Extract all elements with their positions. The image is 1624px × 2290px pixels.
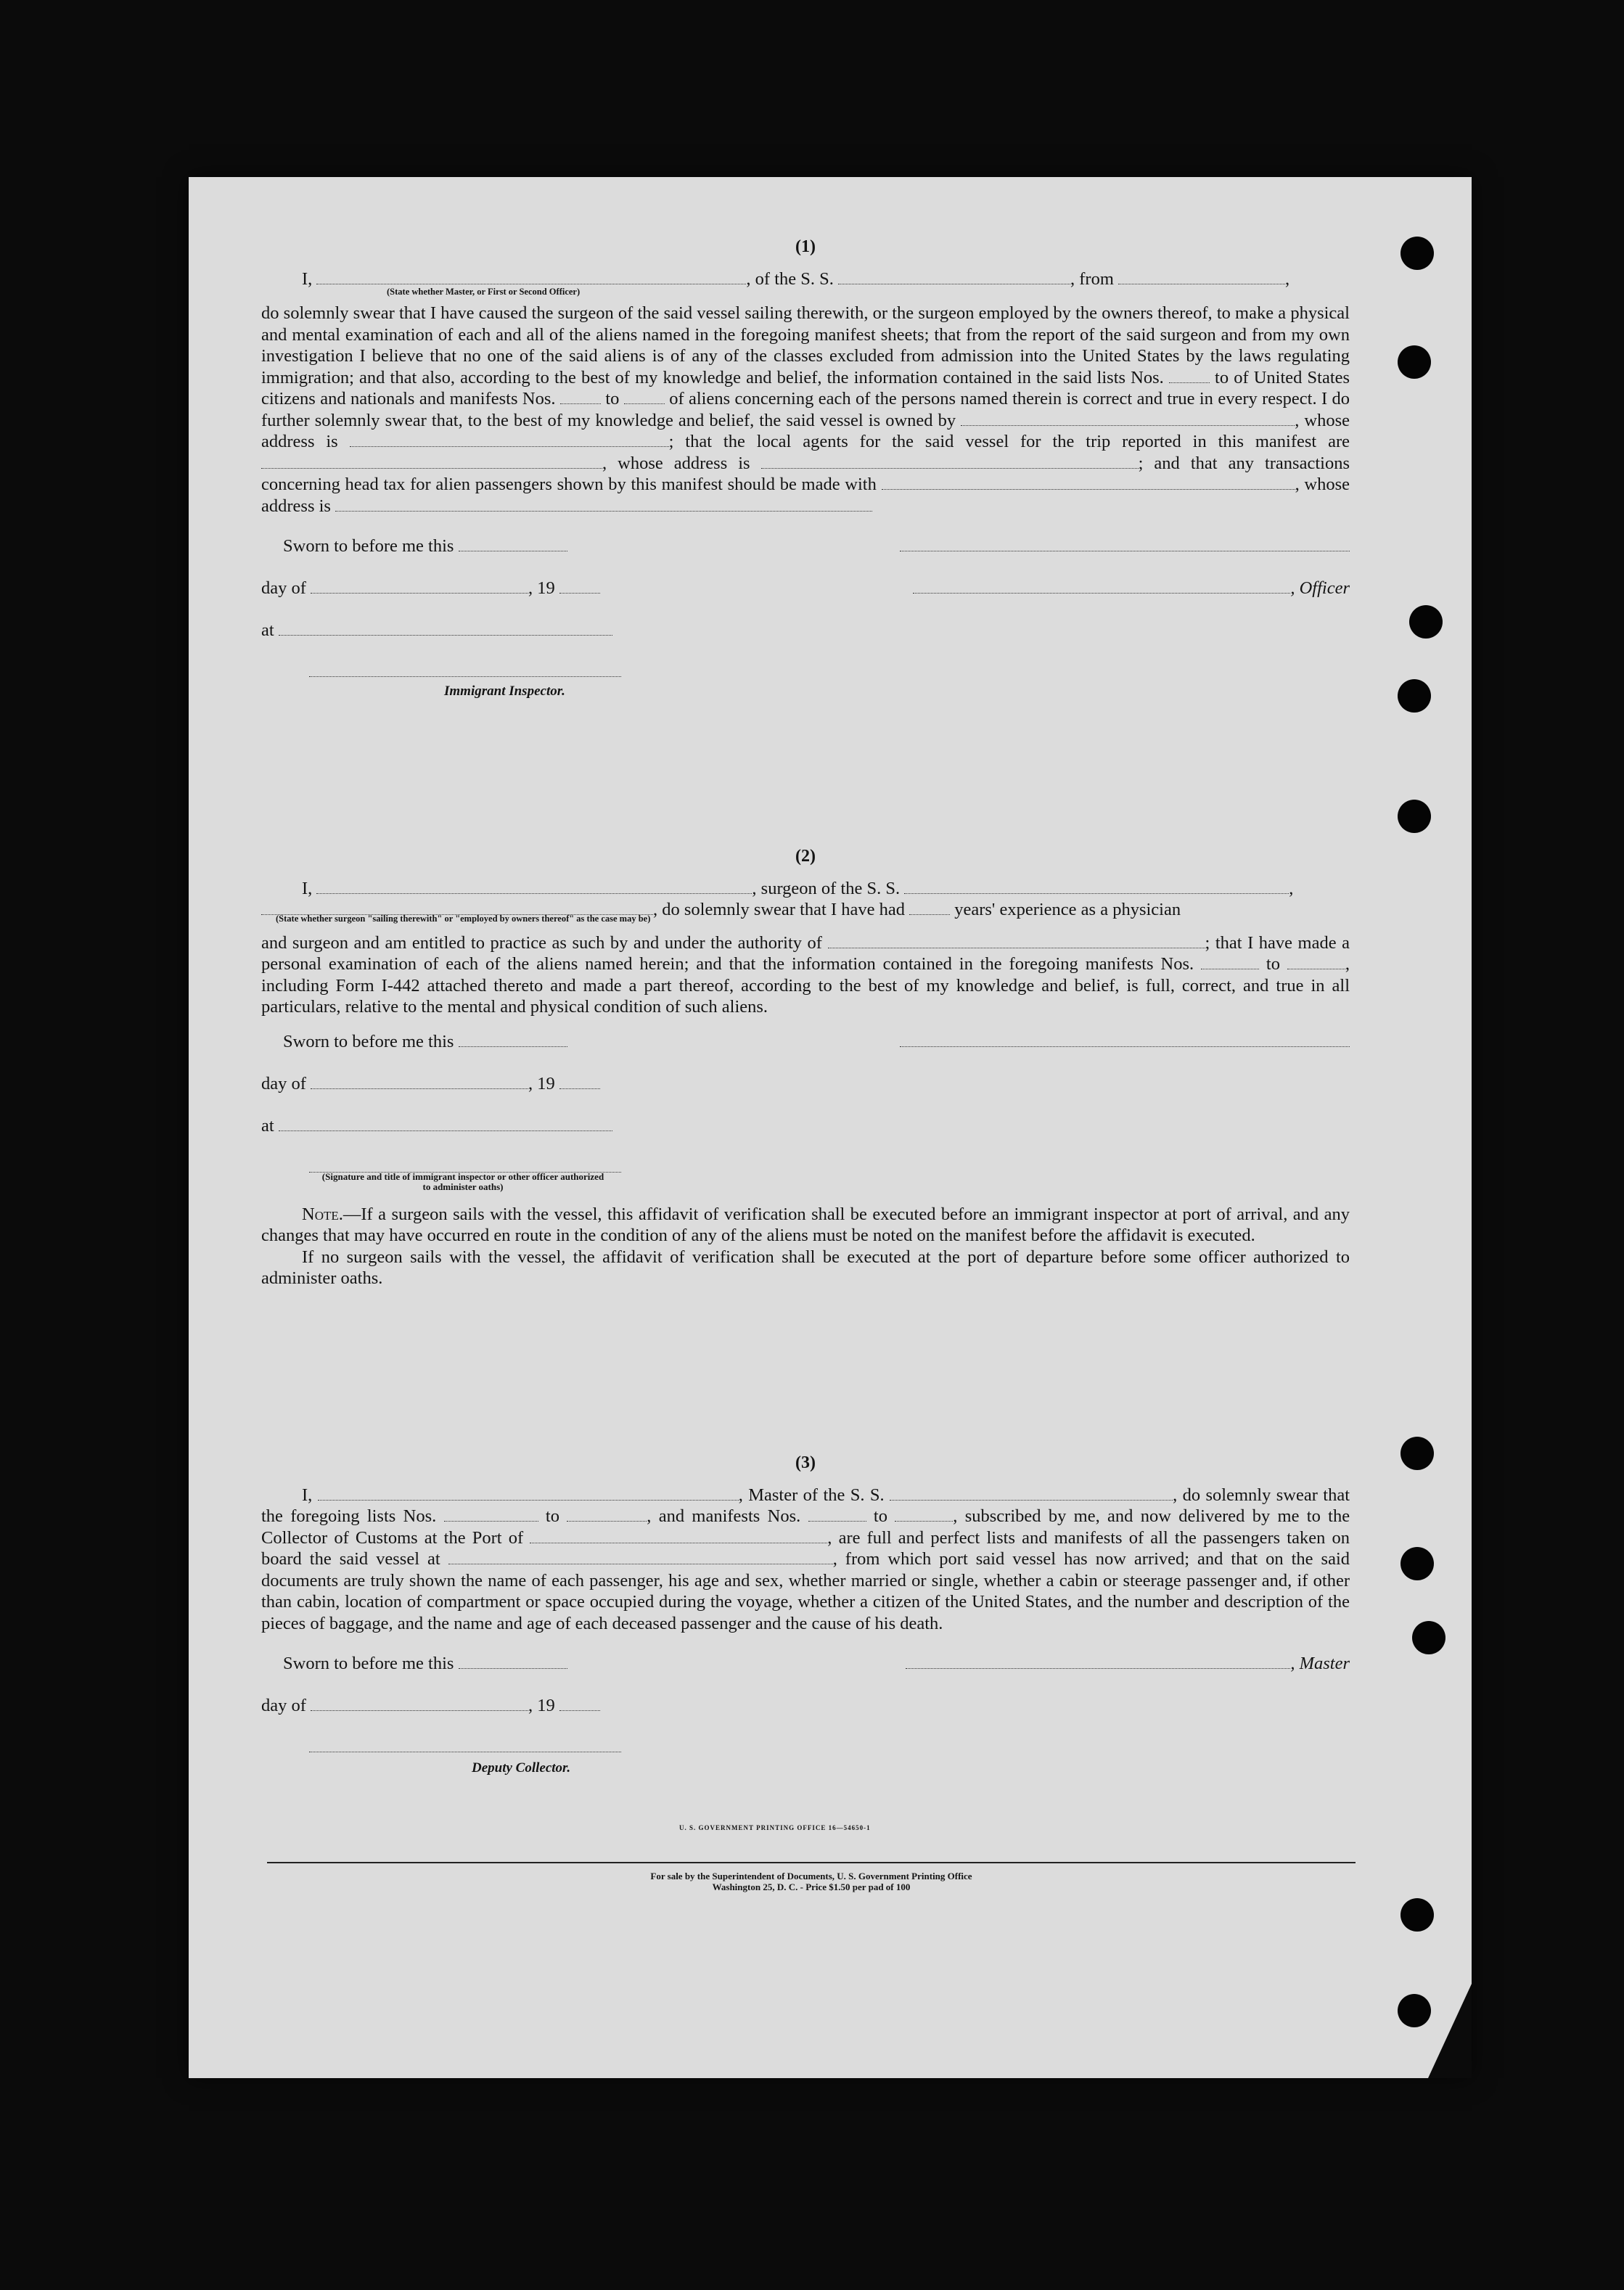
affidavit-section-1: (1) I, , of the S. S. , from , (State whether Master, or First or Second Officer) do solemnly swear that I have caused the surgeon of the said vessel sailing therewith, or the surgeon employed by the owners thereof, to make a physical and mental examination of each and all of the aliens named in the foregoing manifest sheets; that from the report of the said surgeon and from my own investigation I believe that no one of the said aliens is of any of the classes excluded from admission into the United States by the laws regulating immigration; and that also, according to the best of my knowledge and belief, the information contained in the said lists Nos. to of United States citizens and nationals and manifests Nos. to of aliens concerning each of the persons named therein is correct and true in every respect. I do further solemnly swear that, to the best of my knowledge and belief, the said vessel is owned by , whose address is ; that the local agents for the said vessel for the trip reported in this manifest are , whose address is ; and that any transactions concerning head tax for alien passengers shown by this manifest should be made with , whose address is Sworn to before me this day of , 19 , Officer at Immigrant Inspector. — [261, 237, 1350, 702]
footer-text: For sale by the Superintendent of Documents, U. S. Government Printing Office Washington 25, D. C. - Price $1.50 per pad of 100 — [650, 1871, 972, 1892]
agents-address-field[interactable] — [761, 454, 1139, 469]
day-of-field[interactable] — [311, 1074, 528, 1089]
head-tax-address-field[interactable] — [335, 496, 872, 512]
master-name-field[interactable] — [318, 1485, 739, 1501]
master-oath-paragraph: I, , Master of the S. S. , do solemnly swear that the foregoing lists Nos. to , and manifests Nos. to , subscribed by me, and now delivered by me to the Collector of Customs at the Port of , are full and perfect lists and manifests of all the passengers taken on board the said vessel at , from which port said vessel has now arrived; and that on the said documents are truly shown the name of each passenger, his age and sex, whether married or single, whether a cabin or steerage passenger and, if other than cabin, location of compartment or space occupied during the voyage, whether a citizen of the United States, and the number and description of the pieces of baggage, and the name and age of each deceased passenger and the cause of his death. — [261, 1485, 1350, 1633]
oath-paragraph: do solemnly swear that I have caused the surgeon of the said vessel sailing therewith, or the surgeon employed by the owners thereof, to make a physical and mental examination of each and all of the aliens named in the foregoing manifest sheets; that from the report of the said surgeon and from my own investigation I believe that no one of the said aliens is of any of the classes excluded from admission into the United States by the laws regulating immigration; and that also, according to the best of my knowledge and belief, the information contained in the said lists Nos. to of United States citizens and nationals and manifests Nos. to of aliens concerning each of the persons named therein is correct and true in every respect. I do further solemnly swear that, to the best of my knowledge and belief, the said vessel is owned by , whose address is ; that the local agents for the said vessel for the trip reported in this manifest are , whose address is ; and that any transactions concerning head tax for alien passengers shown by this manifest should be made with , whose address is — [261, 303, 1350, 516]
master-signature-line[interactable] — [906, 1654, 1290, 1669]
immigrant-inspector-label: Immigrant Inspector. — [444, 684, 565, 699]
binder-hole — [1398, 679, 1431, 713]
section-heading: (1) — [795, 237, 816, 256]
ship-name-field[interactable] — [904, 879, 1289, 894]
officer-signature-line[interactable] — [900, 536, 1350, 551]
master-label: , Master — [1290, 1654, 1350, 1673]
binder-hole — [1409, 605, 1443, 639]
from-port-field[interactable] — [1118, 269, 1285, 284]
year-field[interactable] — [559, 1074, 600, 1089]
affidavit-section-3: (3) I, , Master of the S. S. , do solemnly swear that the foregoing lists Nos. to , and manifests Nos. to , subscribed by me, and now delivered by me to the Collector of Customs at the Port of , are full and perfect lists and manifests of all the passengers taken on board the said vessel at , from which port said vessel has now arrived; and that on the said documents are truly shown the name of each passenger, his age and sex, whether married or single, whether a cabin or steerage passenger and, if other than cabin, location of compartment or space occupied during the voyage, whether a citizen of the United States, and the number and description of the pieces of baggage, and the name and age of each deceased passenger and the cause of his death. Sworn to before me this , Master day of , 19 Deputy Collector. — [261, 1453, 1350, 1779]
sworn-date-field[interactable] — [459, 1654, 567, 1669]
note-paragraph-2: If no surgeon sails with the vessel, the affidavit of verification shall be executed at the port of departure before some officer authorized to administer oaths. — [261, 1247, 1350, 1288]
lists-from-field[interactable] — [444, 1506, 538, 1522]
officer-line: I, , of the S. S. , from , — [302, 268, 1290, 289]
year-field[interactable] — [559, 578, 600, 594]
owner-field[interactable] — [961, 411, 1295, 426]
binder-hole — [1398, 345, 1431, 379]
inspector-signature-line[interactable] — [309, 662, 621, 677]
years-experience-field[interactable] — [909, 900, 950, 915]
section-heading: (3) — [795, 1453, 816, 1472]
ship-name-field[interactable] — [890, 1485, 1173, 1501]
sworn-date-field[interactable] — [459, 1032, 567, 1047]
at-place-field[interactable] — [279, 620, 612, 636]
state-surgeon-note: (State whether surgeon "sailing therewith" or "employed by owners thereof" as the case may be) — [276, 913, 651, 924]
embarkation-port-field[interactable] — [448, 1549, 833, 1564]
binder-hole — [1401, 1547, 1434, 1580]
at-place-field[interactable] — [279, 1116, 612, 1131]
officer-title-line[interactable] — [913, 578, 1290, 594]
inspector-signature-line[interactable] — [309, 1157, 621, 1173]
binder-hole — [1398, 1994, 1431, 2027]
head-tax-contact-field[interactable] — [882, 475, 1295, 490]
binder-hole — [1398, 800, 1431, 833]
lists-to-field[interactable] — [567, 1506, 647, 1522]
form-page — [189, 177, 1472, 2078]
manifests-to-field[interactable] — [1287, 954, 1345, 969]
signature-title-note: (Signature and title of immigrant inspector or other officer authorized to administer oaths) — [321, 1170, 604, 1192]
surgeon-name-field[interactable] — [316, 879, 752, 894]
note-paragraph: Note.—If a surgeon sails with the vessel, this affidavit of verification shall be executed before an immigrant inspector at port of arrival, and any changes that may have occurred en route in the condition of any of the aliens must be noted on the manifest before the affidavit is executed. — [261, 1204, 1350, 1245]
manifests-to-field[interactable] — [895, 1506, 953, 1522]
ship-name-field[interactable] — [838, 269, 1070, 284]
binder-hole — [1401, 1898, 1434, 1932]
state-officer-note: (State whether Master, or First or Second Officer) — [387, 287, 581, 297]
binder-hole — [1412, 1621, 1445, 1654]
deputy-collector-label: Deputy Collector. — [472, 1760, 571, 1776]
binder-hole — [1401, 237, 1434, 270]
day-of-field[interactable] — [311, 1696, 528, 1711]
year-field[interactable] — [559, 1696, 600, 1711]
manifests-from-field[interactable] — [560, 389, 601, 404]
manifests-from-field[interactable] — [1201, 954, 1259, 969]
port-field[interactable] — [530, 1528, 827, 1543]
surgeon-oath-paragraph: and surgeon and am entitled to practice as such by and under the authority of ; that I have made a personal examination of each of the aliens named herein; and that the information contained in the foregoing manifests Nos. to , including Form I-442 attached thereto and made a part thereof, according to the best of my knowledge and belief, is full, correct, and true in all particulars, relative to the mental and physical condition of such aliens. — [261, 932, 1350, 1017]
officer-name-field[interactable] — [316, 269, 746, 284]
binder-hole — [1401, 1437, 1434, 1470]
deputy-collector-signature-line[interactable] — [309, 1737, 621, 1752]
section-heading: (2) — [795, 847, 816, 866]
officer-label: , Officer — [1290, 578, 1350, 598]
surgeon-signature-line[interactable] — [900, 1032, 1350, 1047]
sworn-date-field[interactable] — [459, 536, 567, 551]
owner-address-field[interactable] — [350, 432, 669, 447]
manifests-from-field[interactable] — [808, 1506, 866, 1522]
lists-from-field[interactable] — [1169, 368, 1210, 383]
day-of-field[interactable] — [311, 578, 528, 594]
footer-divider — [267, 1862, 1356, 1863]
manifests-to-field[interactable] — [624, 389, 665, 404]
surgeon-status-field[interactable] — [261, 900, 653, 915]
authority-field[interactable] — [828, 933, 1205, 948]
agents-field[interactable] — [261, 454, 602, 469]
affidavit-section-2: (2) I, , surgeon of the S. S. , , do solemnly swear that I have had years' experience as a physician (State whether surgeon "sailing therewith" or "employed by owners thereof" as the case may be) and surgeon and am entitled to practice as such by and under the authority of ; that I have made a personal examination of each of the aliens named herein; and that the information contained in the foregoing manifests Nos. to , including Form I-442 attached thereto and made a part thereof, according to the best of my knowledge and belief, is full, correct, and true in all particulars, relative to the mental and physical condition of such aliens. Sworn to before me this day of , 19 at (Signature and title of immigrant inspector or other officer authorized to administer oaths) Note.—If a surgeon sails with the vessel, this affidavit of verification shall be executed before an immigrant inspector at port of arrival, and any changes that may have occurred en route in the condition of any of the aliens must be noted on the manifest before the affidavit is executed. If no surgeon sails with the vessel, the affidavit of verification shall be executed at the port of departure before some officer authorized to administer oaths. — [261, 847, 1350, 1288]
printing-code: U. S. GOVERNMENT PRINTING OFFICE 16—54650-1 — [679, 1824, 871, 1831]
